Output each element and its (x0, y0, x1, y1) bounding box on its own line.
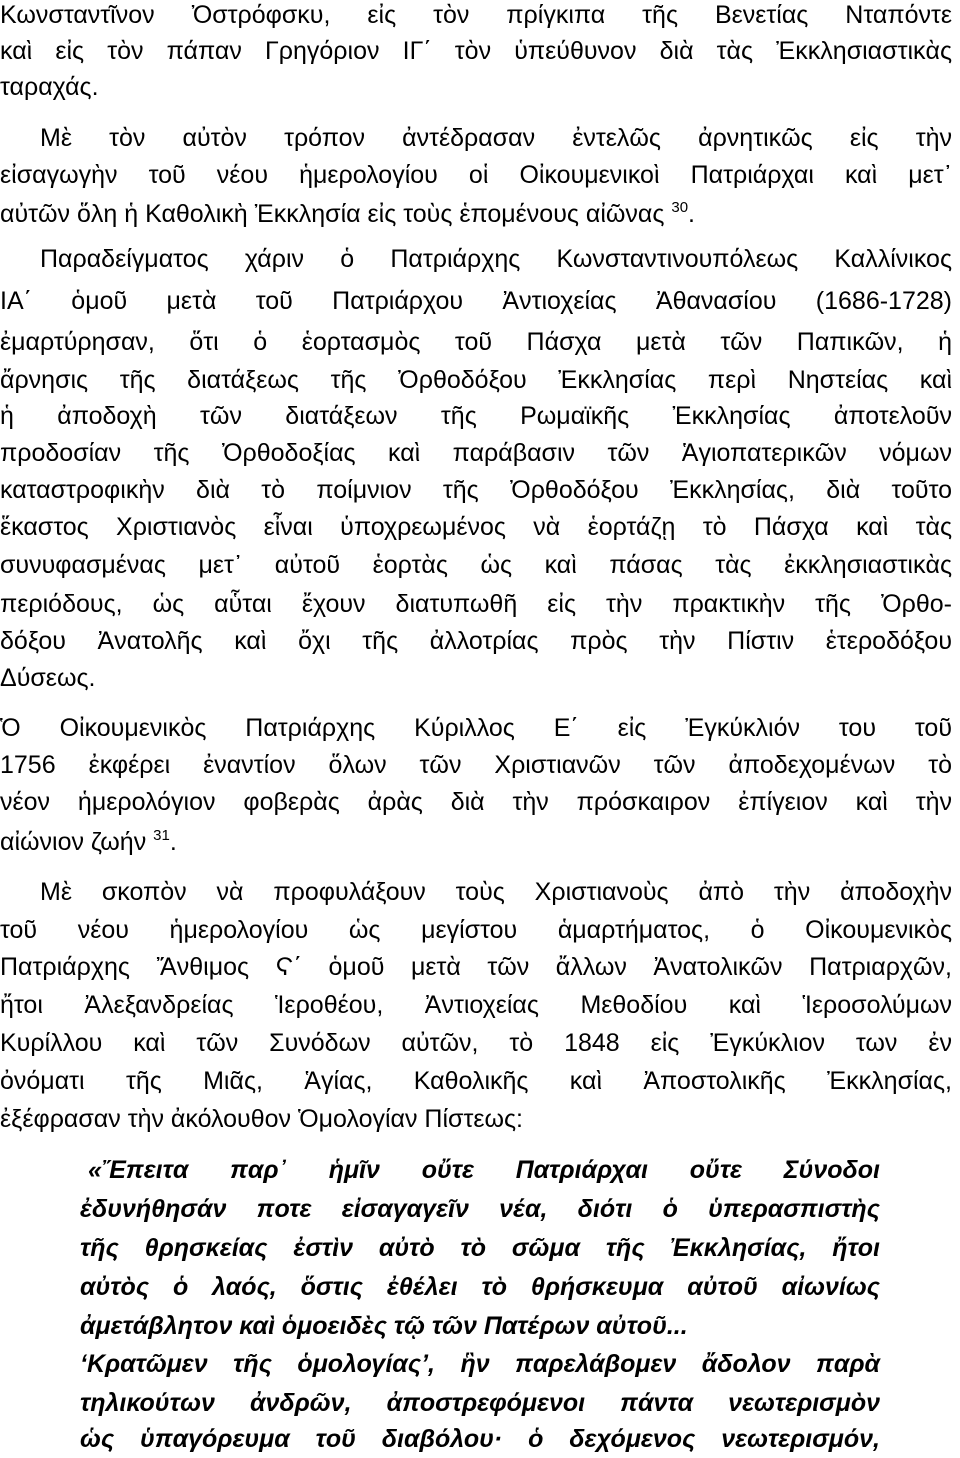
text-line: τοῦ νέου ἡμερολογίου ὡς μεγίστου ἁμαρτήματος, ὁ Οἰκουμενικὸς (0, 916, 952, 944)
text-line: δόξου Ἀνατολῆς καὶ ὄχι τῆς ἀλλοτρίας πρὸς τὴν Πίστιν ἑτεροδόξου (0, 627, 952, 655)
text-line: εἰσαγωγὴν τοῦ νέου ἡμερολογίου οἱ Οἰκουμενικοὶ Πατριάρχαι καὶ μετ᾽ (0, 161, 952, 189)
text-line: ἄρνησις τῆς διατάξεως τῆς Ὀρθοδόξου Ἐκκλησίας περὶ Νηστείας καὶ (0, 366, 952, 394)
text-line: ταραχάς. (0, 73, 99, 101)
text-line: Ὁ Οἰκουμενικὸς Πατριάρχης Κύριλλος Ε΄ εἰς Ἐγκύκλιόν του τοῦ (0, 714, 952, 742)
text-line: Κυρίλλου καὶ τῶν Συνόδων αὐτῶν, τὸ 1848 εἰς Ἐγκύκλιον των ἐν (0, 1029, 952, 1057)
text-line: ἕκαστος Χριστιανὸς εἶναι ὑποχρεωμένος νὰ ἑορτάζῃ τὸ Πάσχα καὶ τὰς (0, 513, 952, 541)
text-segment: αὐτῶν ὅλη ἡ Καθολικὴ Ἐκκλησία εἰς τοὺς ἑπομένους αἰῶνας (0, 200, 665, 228)
quote-line: ὡς ὑπαγόρευμα τοῦ διαβόλου· ὁ δεχόμενος νεωτερισμόν, (80, 1425, 880, 1453)
text-line: ὀνόματι τῆς Μιᾶς, Ἁγίας, Καθολικῆς καὶ Ἀποστολικῆς Ἐκκλησίας, (0, 1067, 952, 1095)
text-line: καὶ εἰς τὸν πάπαν Γρηγόριον ΙΓ΄ τὸν ὑπεύθυνον διὰ τὰς Ἐκκλησιαστικὰς (0, 37, 952, 65)
text-line: 1756 ἐκφέρει ἐναντίον ὅλων τῶν Χριστιανῶν τῶν ἀποδεχομένων τὸ (0, 751, 952, 779)
text-line: Πατριάρχης Ἄνθιμος Ϛ΄ ὁμοῦ μετὰ τῶν ἄλλων Ἀνατολικῶν Πατριαρχῶν, (0, 953, 952, 981)
footnote-marker[interactable]: 30 (671, 199, 689, 216)
text-line: Δύσεως. (0, 664, 96, 692)
text-line: νέον ἡμερολόγιον φοβερὰς ἀρὰς διὰ τὴν πρόσκαιρον ἐπίγειον καὶ τὴν (0, 788, 952, 816)
text-segment: . (688, 200, 695, 228)
quote-line: αὐτὸς ὁ λαός, ὅστις ἐθέλει τὸ θρήσκευμα αὐτοῦ αἰωνίως (80, 1273, 880, 1301)
text-line-with-footnote (0, 825, 952, 859)
quote-line: τηλικούτων ἀνδρῶν, ἀποστρεφόμενοι πάντα νεωτερισμὸν (80, 1389, 880, 1417)
text-line: ἐξέφρασαν τὴν ἀκόλουθον Ὁμολογίαν Πίστεως: (0, 1105, 523, 1133)
text-line: συνυφασμένας μετ᾽ αὐτοῦ ἑορτὰς ὡς καὶ πάσας τὰς ἐκκλησιαστικὰς (0, 551, 952, 579)
text-line: Μὲ τὸν αὐτὸν τρόπον ἀντέδρασαν ἐντελῶς ἀρνητικῶς εἰς τὴν (40, 124, 952, 152)
text-line: ΙΑ΄ ὁμοῦ μετὰ τοῦ Πατριάρχου Ἀντιοχείας Ἀθανασίου (1686-1728) (0, 287, 952, 315)
quote-line: «Ἔπειτα παρ᾽ ἡμῖν οὔτε Πατριάρχαι οὔτε Σύνοδοι (88, 1156, 880, 1184)
text-line: Παραδείγματος χάριν ὁ Πατριάρχης Κωνσταντινουπόλεως Καλλίνικος (40, 245, 952, 273)
footnote-marker[interactable]: 31 (153, 827, 170, 844)
quote-line: ἐδυνήθησάν ποτε εἰσαγαγεῖν νέα, διότι ὁ ὑπερασπιστὴς (80, 1195, 880, 1223)
text-line: Κωνσταντῖνον Ὀστρόφσκυ, εἰς τὸν πρίγκιπα τῆς Βενετίας Νταπόντε (0, 1, 952, 29)
text-line: προδοσίαν τῆς Ὀρθοδοξίας καὶ παράβασιν τῶν Ἁγιοπατερικῶν νόμων (0, 439, 952, 467)
quote-line: ‘Κρατῶμεν τῆς ὁμολογίας’, ἣν παρελάβομεν ἄδολον παρὰ (80, 1350, 880, 1378)
text-line: ἐμαρτύρησαν, ὅτι ὁ ἑορτασμὸς τοῦ Πάσχα μετὰ τῶν Παπικῶν, ἡ (0, 328, 952, 356)
quote-line: ἀμετάβλητον καὶ ὁμοειδὲς τῷ τῶν Πατέρων αὐτοῦ... (80, 1312, 688, 1340)
text-line: ἤτοι Ἀλεξανδρείας Ἱεροθέου, Ἀντιοχείας Μεθοδίου καὶ Ἱεροσολύμων (0, 991, 952, 1019)
text-line-with-footnote (0, 197, 952, 231)
text-line: Μὲ σκοπὸν νὰ προφυλάξουν τοὺς Χριστιανοὺς ἀπὸ τὴν ἀποδοχὴν (40, 878, 952, 906)
text-line: περιόδους, ὡς αὗται ἔχουν διατυπωθῆ εἰς τὴν πρακτικὴν τῆς Ὀρθο- (0, 590, 952, 618)
text-line: ἡ ἀποδοχὴ τῶν διατάξεων τῆς Ρωμαϊκῆς Ἐκκλησίας ἀποτελοῦν (0, 402, 952, 430)
text-line: καταστροφικὴν διὰ τὸ ποίμνιον τῆς Ὀρθοδόξου Ἐκκλησίας, διὰ τοῦτο (0, 476, 952, 504)
text-segment: αἰώνιον ζωήν (0, 828, 147, 856)
text-segment: . (169, 828, 177, 856)
quote-line: τῆς θρησκείας ἐστὶν αὐτὸ τὸ σῶμα τῆς Ἐκκλησίας, ἤτοι (80, 1234, 880, 1262)
